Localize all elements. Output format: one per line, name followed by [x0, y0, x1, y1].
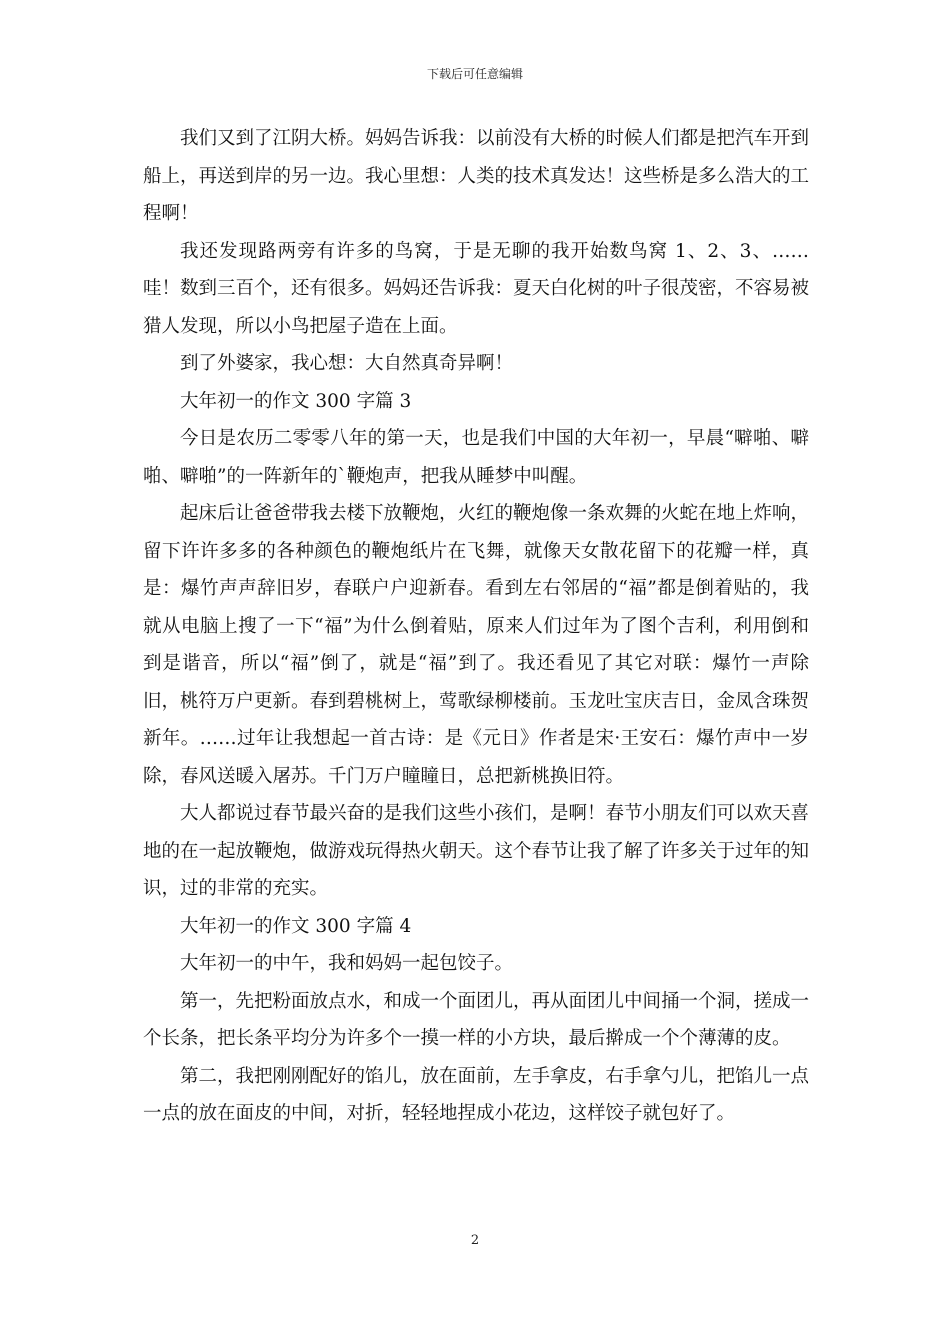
paragraph-bird-nests: 我还发现路两旁有许多的鸟窝，于是无聊的我开始数鸟窝 1、2、3、……哇！数到三百个，还有很多。妈妈还告诉我：夏天白化树的叶子很茂密，不容易被猎人发现，所以小鸟把屋子造在上面。: [143, 240, 810, 337]
document-body: [143, 120, 809, 1133]
section-heading-3: 大年初一的作文 300 字篇 3: [180, 390, 412, 412]
paragraph-new-year-morning: 今日是农历二零零八年的第一天，也是我们中国的大年初一，早晨“噼啪、噼啪、噼啪”的一阵新年的`鞭炮声，把我从睡梦中叫醒。: [143, 428, 809, 487]
page-number: 2: [470, 1233, 480, 1248]
page-header: 下载后可任意编辑: [426, 67, 523, 81]
paragraph-step-one: 第一，先把粉面放点水，和成一个面团儿，再从面团儿中间捅一个洞，搓成一个长条，把长条平均分为许多个一摸一样的小方块，最后擀成一个个薄薄的皮。: [143, 990, 810, 1049]
paragraph-bridge: 我们又到了江阴大桥。妈妈告诉我：以前没有大桥的时候人们都是把汽车开到船上，再送到岸的另一边。我心里想：人类的技术真发达！这些桥是多么浩大的工程啊！: [143, 128, 810, 224]
paragraph-spring-festival: 大人都说过春节最兴奋的是我们这些小孩们，是啊！春节小朋友们可以欢天喜地的在一起放鞭炮，做游戏玩得热火朝天。这个春节让我了解了许多关于过年的知识，过的非常的充实。: [143, 803, 810, 899]
paragraph-grandma-house: 到了外婆家，我心想：大自然真奇异啊！: [180, 353, 514, 374]
paragraph-firecrackers: 起床后让爸爸带我去楼下放鞭炮，火红的鞭炮像一条欢舞的火蛇在地上炸响，留下许许多多的各种颜色的鞭炮纸片在飞舞，就像天女散花留下的花瓣一样，真是：爆竹声声辞旧岁，春联户户迎新春。看到左右邻居的“福”都是倒着贴的，我就从电脑上搜了一下“福”为什么倒着贴，原来人们过年为了图个吉利，利用倒和到是谐音，所以“福”倒了，就是“福”到了。我还看见了其它对联：爆竹一声除旧，桃符万户更新。春到碧桃树上，莺歌绿柳楼前。玉龙吐宝庆吉日，金凤含珠贺新年。……过年让我想起一首古诗：是《元日》作者是宋·王安石：爆竹声中一岁除，春风送暖入屠苏。千门万户瞳瞳日，总把新桃换旧符。: [143, 503, 810, 787]
section-heading-4: 大年初一的作文 300 字篇 4: [180, 915, 412, 937]
paragraph-dumplings-intro: 大年初一的中午，我和妈妈一起包饺子。: [180, 953, 514, 974]
paragraph-step-two: 第二，我把刚刚配好的馅儿，放在面前，左手拿皮，右手拿勺儿，把馅儿一点一点的放在面皮的中间，对折，轻轻地捏成小花边，这样饺子就包好了。: [143, 1065, 810, 1124]
